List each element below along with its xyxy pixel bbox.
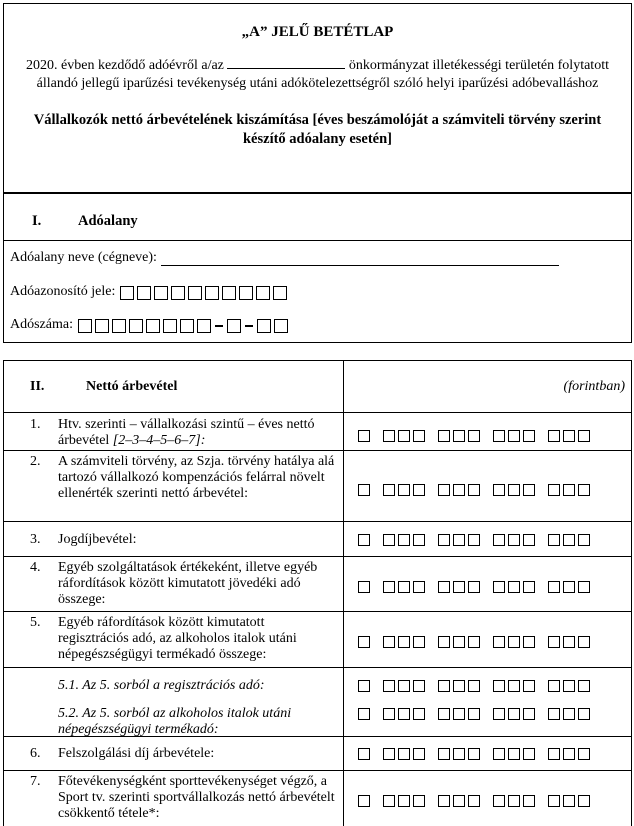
table-header-row [4,361,631,413]
tax-number-line: Adószáma: [10,317,288,333]
amount-boxes[interactable] [358,748,590,760]
table-row: 7. Főtevékenységként sporttevékenységet végző, a Sport tv. szerinti sportvállalkozás nettó árbevételt csökkentő tétele*: [4,771,631,826]
taxpayer-name-field[interactable] [161,252,559,266]
table-row: 4. Egyéb szolgáltatások értékeként, illetve egyéb ráfordítások között kimutatott jövedéki adó összege: [4,557,631,612]
form-description: 2020. évben kezdődő adóévről a/az önkormányzat illetékességi területén folytatott állandó jellegű iparűzési tevékenység utáni adókötelezettségről szóló helyi iparűzési adóbevalláshoz [22,55,613,93]
table-row: 5.1. Az 5. sorból a regisztrációs adó: 5.2. Az 5. sorból az alkoholos italok utáni népegészségügyi termékadó: [4,668,631,737]
amount-boxes[interactable] [358,708,590,720]
amount-boxes[interactable] [358,430,590,442]
section-number: II. [30,379,45,394]
section-number: I. [32,213,42,229]
section-taxpayer-header [4,194,631,241]
tax-id-boxes[interactable] [120,286,287,300]
amount-boxes[interactable] [358,680,590,692]
table-row: 3. Jogdíjbevétel: [4,522,631,557]
form-subtitle: Vállalkozók nettó árbevételének kiszámítása [éves beszámolóját a számviteli törvény szerint készítő adóalany esetén] [33,112,602,147]
municipality-field[interactable] [227,55,345,69]
amount-boxes[interactable] [358,534,590,546]
amount-boxes[interactable] [358,795,590,807]
table-row: 2. A számviteli törvény, az Szja. törvény hatálya alá tartozó vállalkozó kompenzációs felárral növelt ellenérték szerinti nettó árbevétel: [4,451,631,522]
section-taxpayer [3,193,632,343]
taxpayer-name-line: Adóalany neve (cégneve): [10,250,559,266]
tax-id-line: Adóazonosító jele: [10,284,287,300]
table-row: 1. Htv. szerinti – vállalkozási szintű – éves nettó árbevétel [2–3–4–5–6–7]: [4,413,631,451]
amount-boxes[interactable] [358,581,590,593]
form-title: „A” JELŰ BETÉTLAP [241,24,394,40]
table-row: 5. Egyéb ráfordítások között kimutatott regisztrációs adó, az alkoholos italok utáni népegészségügyi termékadó összege: [4,612,631,668]
unit-label: (forintban) [563,379,625,394]
amount-boxes[interactable] [358,484,590,496]
section-net-revenue [3,360,632,826]
header-box [3,3,632,193]
tax-number-boxes[interactable] [78,319,288,333]
section-label: Adóalany [78,213,138,229]
section-label: Nettó árbevétel [86,379,178,394]
amount-boxes[interactable] [358,636,590,648]
table-row: 6. Felszolgálási díj árbevétele: [4,737,631,771]
